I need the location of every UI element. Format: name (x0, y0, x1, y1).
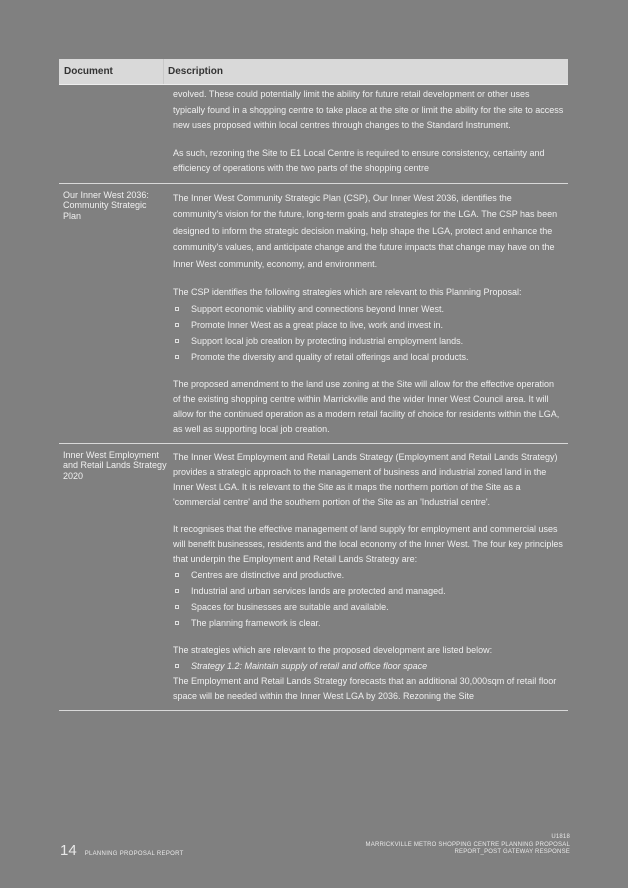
document-cell: Our Inner West 2036: Community Strategic Plan (63, 189, 149, 221)
document-table (59, 59, 568, 711)
list-item (173, 599, 564, 615)
footer-reference: U1818 (551, 834, 570, 840)
paragraph: The Inner West Community Strategic Plan (CSP), Our Inner West 2036, identifies the community's vision for the future, long-term goals and strategies for the LGA. The CSP has been designed to inform the strategic decision making, help shape the LGA, protect and enhance the community's values, and anticipate change and the future impacts that change may have on the Inner West community, economy, and environment. (173, 192, 558, 269)
footer-title: PLANNING PROPOSAL REPORT (84, 851, 184, 857)
document-cell: Inner West Employment and Retail Lands Strategy 2020 (63, 449, 167, 481)
bullet-icon (175, 621, 179, 625)
paragraph: The CSP identifies the following strategies which are relevant to this Planning Proposal: (173, 287, 522, 297)
list-item-text: Strategy 1.2: Maintain supply of retail and office floor space (191, 660, 428, 671)
column-header-document: Document (64, 66, 113, 77)
bullet-list (173, 567, 564, 631)
list-item-text: Promote the diversity and quality of retail offerings and local products. (191, 351, 469, 362)
bullet-icon (175, 323, 179, 327)
description-cell (171, 184, 568, 443)
bullet-icon (175, 664, 179, 668)
paragraph: As such, rezoning the Site to E1 Local Centre is required to ensure consistency, certainty and efficiency of operations with the two parts of the shopping centre (173, 147, 545, 173)
bullet-icon (175, 307, 179, 311)
bullet-icon (175, 605, 179, 609)
list-item (173, 333, 564, 349)
paragraph: The strategies which are relevant to the proposed development are listed below: (173, 644, 493, 655)
paragraph: The Employment and Retail Lands Strategy forecasts that an additional 30,000sqm of retail floor space will be needed within the Inner West LGA by 2036. Rezoning the Site (173, 675, 557, 701)
bullet-icon (175, 573, 179, 577)
paragraph: The Inner West Employment and Retail Lands Strategy (Employment and Retail Lands Strategy) provides a strategic approach to the management of business and industrial zoned land in the Inner West LGA. It is relevant to the Site as it maps the northern portion of the Site as a 'commercial centre' and the southern portion of the Site as an 'Industrial centre'. (173, 451, 558, 507)
page-footer-right (366, 834, 570, 857)
table-header (59, 59, 568, 85)
bullet-list (173, 658, 564, 674)
description-cell (171, 85, 568, 183)
list-item-text: The planning framework is clear. (191, 617, 321, 628)
list-item (173, 301, 564, 317)
bullet-icon (175, 589, 179, 593)
column-header-description: Description (163, 59, 568, 84)
bullet-icon (175, 339, 179, 343)
table-row (59, 85, 568, 184)
page-number: 14 (60, 842, 77, 859)
footer-document-subtitle: REPORT_POST GATEWAY RESPONSE (454, 849, 570, 855)
page-footer-left (60, 842, 184, 859)
list-item (173, 615, 564, 631)
bullet-list (173, 301, 564, 365)
table-row (59, 444, 568, 711)
paragraph: It recognises that the effective management of land supply for employment and commercial uses will benefit businesses, residents and the local economy of the Inner West. The four key principles that underpin the Employment and Retail Lands Strategy are: (173, 523, 563, 564)
list-item-text: Industrial and urban services lands are protected and managed. (191, 585, 446, 596)
list-item (173, 317, 564, 333)
table-row (59, 184, 568, 444)
paragraph: The proposed amendment to the land use zoning at the Site will allow for the effective operation of the existing shopping centre within Marrickville and the wider Inner West Council area. It will allow for the continued operation as a modern retail facility of choice for residents within the LGA, as well as supporting local job creation. (173, 378, 560, 434)
description-cell (171, 444, 568, 710)
list-item (173, 658, 564, 674)
list-item-text: Support local job creation by protecting industrial employment lands. (191, 335, 464, 346)
list-item-text: Centres are distinctive and productive. (191, 569, 345, 580)
list-item-text: Spaces for businesses are suitable and available. (191, 601, 389, 612)
paragraph: evolved. These could potentially limit the ability for future retail development or other uses typically found in a shopping centre to take place at the site or limit the ability for the site to access new uses proposed within local centres through changes to the Standard Instrument. (173, 89, 564, 130)
bullet-icon (175, 355, 179, 359)
list-item (173, 349, 564, 365)
document-cell (59, 85, 171, 183)
list-item-text: Promote Inner West as a great place to live, work and invest in. (191, 319, 443, 330)
list-item (173, 567, 564, 583)
footer-document-title: MARRICKVILLE METRO SHOPPING CENTRE PLANNING PROPOSAL (365, 841, 570, 848)
list-item (173, 583, 564, 599)
list-item-text: Support economic viability and connections beyond Inner West. (191, 303, 444, 314)
